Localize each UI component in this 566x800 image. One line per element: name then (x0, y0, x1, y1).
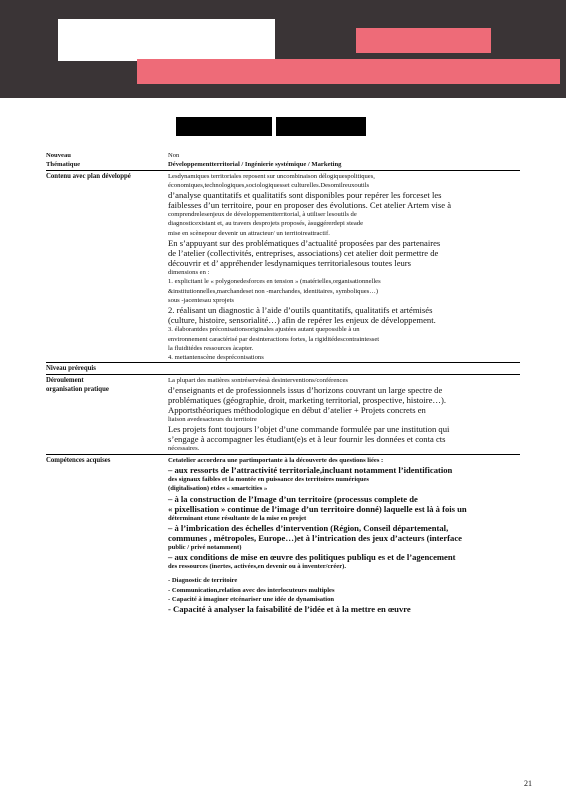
deroulement-line: Les projets font toujours l’objet d’une commande formulée par une institution qui (168, 424, 450, 435)
contenu-line: 1. explicitant le « polygonedesforces en tension » (matérielles,organisationnelles (168, 278, 381, 286)
page-number: 21 (524, 779, 532, 788)
row-nouveau (46, 150, 520, 170)
row-competences (46, 454, 520, 615)
competences-line: (digitalisation) etdes « smartcities » (168, 485, 268, 493)
contenu-line: dimensions en : (168, 269, 210, 277)
label-nouveau-line: Nouveau (46, 152, 71, 159)
contenu-line: de l’atelier (collectivités, entreprises, associations) cet atelier doit permettre de (168, 248, 439, 259)
value-thematique: Développementterritorial / Ingénierie systémique / Marketing (168, 161, 342, 169)
contenu-line: comprendrelesenjeux de développementterritorial, à utiliser lesoutils de (168, 211, 357, 219)
label-competences: Compétences acquises (46, 456, 111, 464)
competences-line: - Capacité à analyser la faisabilité de l’idée et à la mettre en œuvre (168, 604, 411, 615)
deroulement-line: s’engage à accompagner les étudiant(e)s et à leur fournir les données et conta cts (168, 434, 446, 445)
competences-line: des signaux faibles et la montée en puissance des territoires numériques (168, 475, 369, 483)
competences-line: « pixellisation » continue de l’image d’un territoire donné) laquelle est là à fois un (168, 503, 467, 514)
contenu-line: (culture, histoire, sensorialité…) afin de repérer les enjeux de développement. (168, 315, 436, 326)
deroulement-line: liaison avedesacteurs du territoire (168, 416, 257, 424)
deroulement-line: La plupart des matières sontréservéesà desinterventions/conférences (168, 376, 348, 384)
contenu-line: diagnosticexistant et, au travers desprojets proposés, àsuggérerdepi steade (168, 220, 364, 228)
label-organisation-line: organisation pratique (46, 386, 109, 394)
contenu-line: sous -jacentesau xprojets (168, 296, 234, 304)
contenu-line: 2. réalisant un diagnostic à l’aide d’outils quantitatifs, qualitatifs et artémisés (168, 305, 433, 316)
contenu-line: économiques,technologiques,sociologiquesset culturelles.Desomilreuxoutils (168, 181, 370, 189)
row-niveau (46, 362, 520, 373)
header-pink-banner (137, 59, 560, 84)
contenu-line: mise en scènepour devenir un attracteur/ un territoireattractif. (168, 229, 330, 237)
label-thematique-line: Thématique (46, 161, 81, 169)
contenu-line: &institutionnelles,marchandeset non -marchandes, identitaires, symboliques…) (168, 287, 379, 295)
title-redaction-right (276, 117, 366, 136)
competences-line: – aux conditions de mise en œuvre des politiques publiqu es et de l’agencement (168, 552, 456, 563)
competences-line: - Communication,relation avec des interlocuteurs multiples (168, 586, 335, 594)
value-deroulement (168, 375, 520, 454)
row-deroulement (46, 374, 520, 454)
competences-line: - Diagnostic de territoire (168, 577, 238, 585)
value-niveau (168, 363, 520, 373)
competences-line: – à la construction de l’Image d’un territoire (processus complete de (168, 493, 418, 504)
competences-line: communes , métropoles, Europe…)et à l’intrication des jeux d’acteurs (interface (168, 532, 462, 543)
contenu-line: Lesdynamiques territoriales reposent sur uncombinaison délogiquespolitiques, (168, 172, 375, 180)
competences-line: Cetatelier accordera une partimportante à la découverte des questions liées : (168, 456, 384, 464)
label-niveau: Niveau prérequis (46, 365, 96, 373)
deroulement-line: nécessaires. (168, 445, 200, 453)
header-white-block (58, 19, 275, 61)
contenu-line: En s’appuyant sur des problématiques d’actualité proposées par des partenaires (168, 238, 441, 249)
contenu-line: 3. élaborantdes préconisationsoriginales ajustées autant quepossible à un (168, 326, 360, 334)
label-deroulement (46, 375, 168, 454)
contenu-line: d’analyse quantitatifs et qualitatifs sont disponibles pour repérer les forceset les (168, 190, 442, 201)
contenu-line: environnement caractérisé par desinteractions fortes, la rigiditédescontraintesset (168, 335, 380, 343)
title-redaction-left (176, 117, 272, 136)
row-contenu (46, 170, 520, 363)
contenu-line: la fluiditédes ressources àcapter. (168, 344, 254, 352)
deroulement-line: Apportsthéoriques méthodologique en début d’atelier + Projets concrets en (168, 405, 426, 416)
label-deroulement-line: Déroulement (46, 376, 84, 384)
competences-line: des ressources (inertes, activées,en devenir ou à inventer/créer). (168, 563, 346, 571)
contenu-line: 4. mettantenscène despréconisations (168, 354, 264, 362)
value-contenu (168, 171, 520, 363)
header-pink-block (356, 28, 491, 53)
competences-line: - Capacité à imaginer etcénariser une idée de dynamisation (168, 596, 335, 604)
deroulement-line: problématiques (géographie, droit, marketing territorial, prospective, histoire…). (168, 395, 447, 406)
value-nouveau (168, 150, 520, 170)
label-contenu: Contenu avec plan développé (46, 172, 131, 180)
value-competences (168, 455, 520, 615)
contenu-line: faiblesses d’un territoire, pour en proposer des évolutions. Cet atelier Artem vise à (168, 200, 452, 211)
course-table (46, 150, 520, 614)
competences-line: – à l’imbrication des échelles d’intervention (Région, Conseil départemental, (168, 522, 449, 533)
deroulement-line: d’enseignants et de professionnels issus d’horizons couvrant un large spectre de (168, 385, 443, 396)
value-non: Non (168, 152, 180, 159)
competences-line: public / privé notamment) (168, 543, 242, 551)
contenu-line: découvrir et d’ appréhender lesdynamiques territorialesous toutes leurs (168, 258, 412, 269)
label-nouveau (46, 150, 168, 170)
competences-line: déterminant etune résultante de la mise en projet (168, 514, 307, 522)
competences-line: – aux ressorts de l’attractivité territoriale,incluant notamment l’identification (168, 464, 453, 475)
